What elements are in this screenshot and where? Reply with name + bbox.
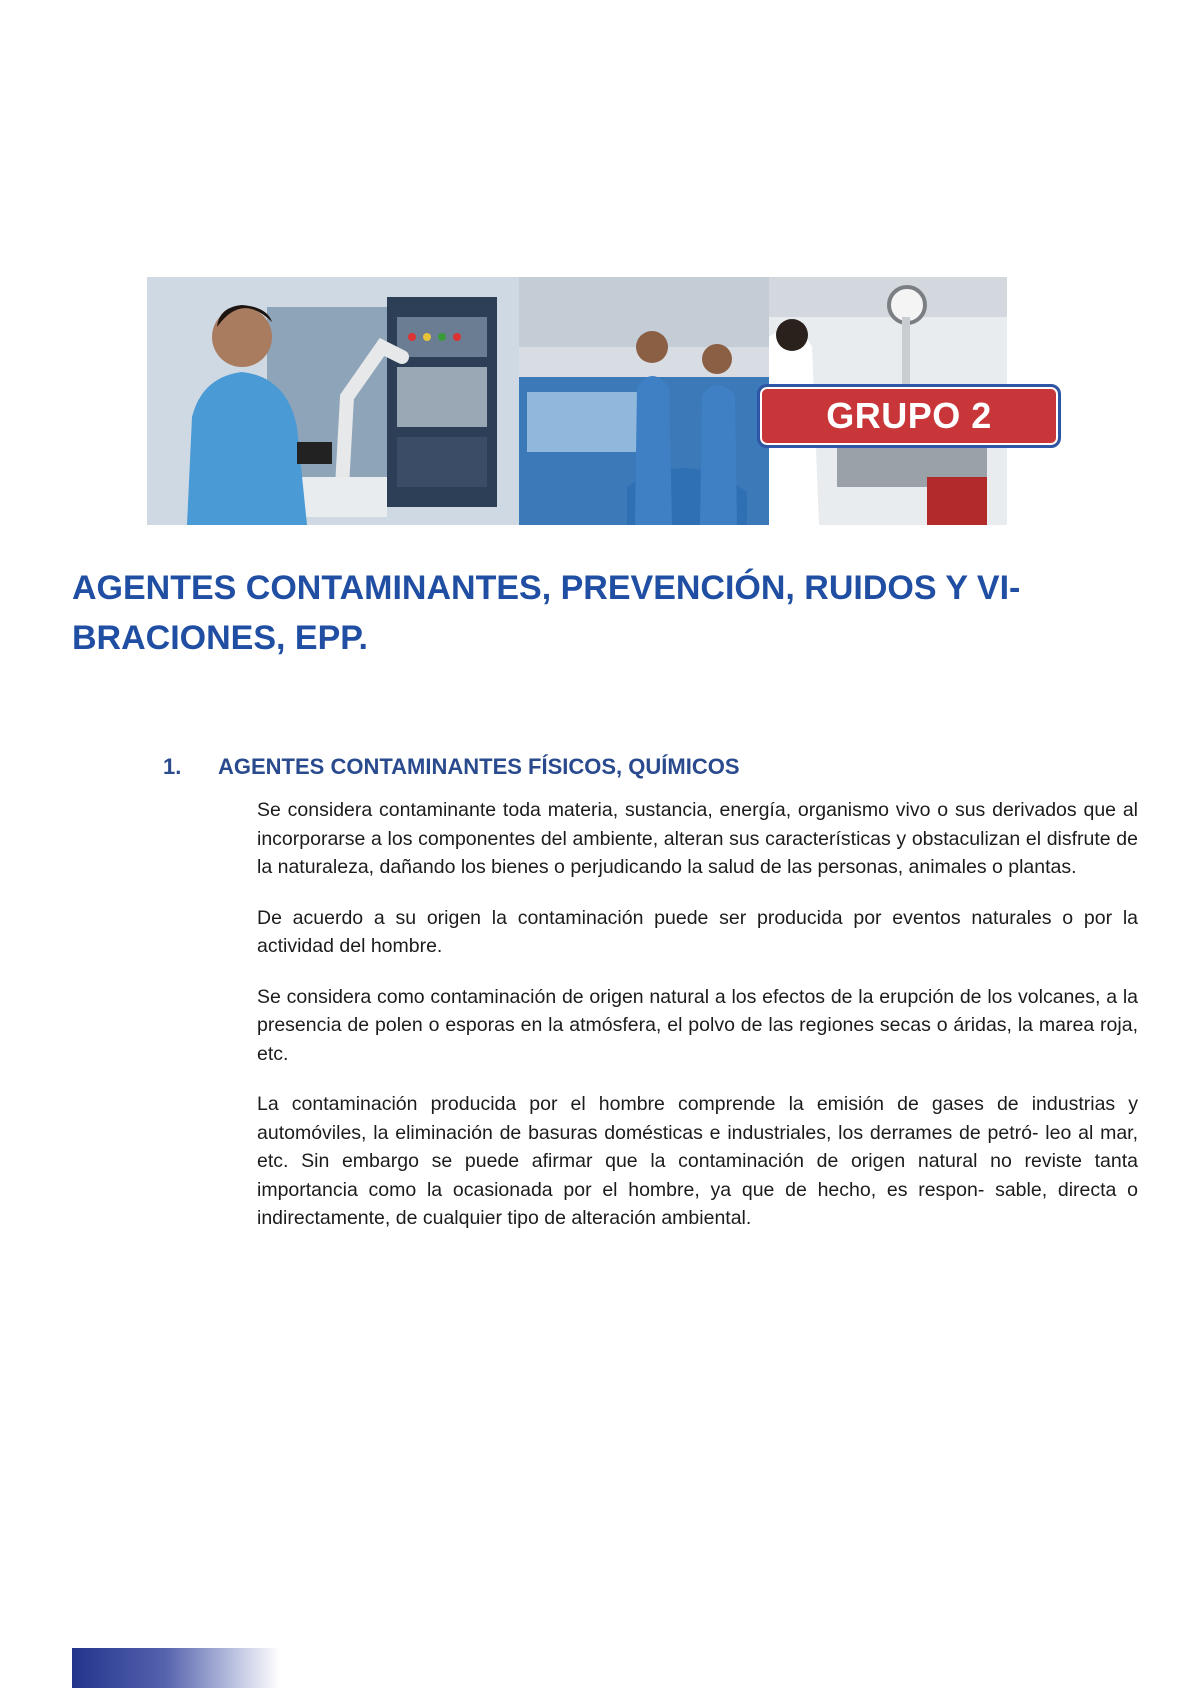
section-heading-text: AGENTES CONTAMINANTES FÍSICOS, QUÍMICOS xyxy=(218,754,740,779)
group-badge-label: GRUPO 2 xyxy=(826,395,992,436)
paragraph: Se considera contaminante toda materia, sustancia, energía, organismo vivo o sus derivados que al incorporarse a los componentes del ambiente, alteran sus características y obstaculizan el disfrute de la naturaleza, dañando los bienes o perjudicando la salud de las personas, animales o plantas. xyxy=(257,799,1138,878)
paragraph: Se considera como contaminación de origen natural a los efectos de la erupción de los volcanes, a la presencia de polen o esporas en la atmósfera, el polvo de las regiones secas o áridas, la marea roja, etc. xyxy=(257,985,1138,1065)
photo-workers-knitting-machine xyxy=(519,277,769,525)
photo-technician-robot-arm xyxy=(147,277,519,525)
section-body xyxy=(257,796,1138,1255)
paragraph: La contaminación producida por el hombre comprende la emisión de gases de industrias y automóviles, la eliminación de basuras domésticas e industriales, los derrames de petró- leo al mar, etc. Sin embargo se puede afirmar que la contaminación de origen natural no reviste tanta importancia como la ocasionada por el hombre, ya que de hecho, es respon- sable, directa o indirectamente, de cualquier tipo de alteración ambiental. xyxy=(257,1093,1138,1229)
section-number: 1. xyxy=(163,754,182,779)
group-badge xyxy=(757,384,1061,448)
section-heading xyxy=(163,752,740,782)
page-title: AGENTES CONTAMINANTES, PREVENCIÓN, RUIDOS Y VI-BRACIONES, EPP. xyxy=(72,569,1021,657)
footer-gradient-bar xyxy=(72,1648,280,1688)
paragraph: De acuerdo a su origen la contaminación puede ser producida por eventos naturales o por la actividad del hombre. xyxy=(257,906,1138,957)
